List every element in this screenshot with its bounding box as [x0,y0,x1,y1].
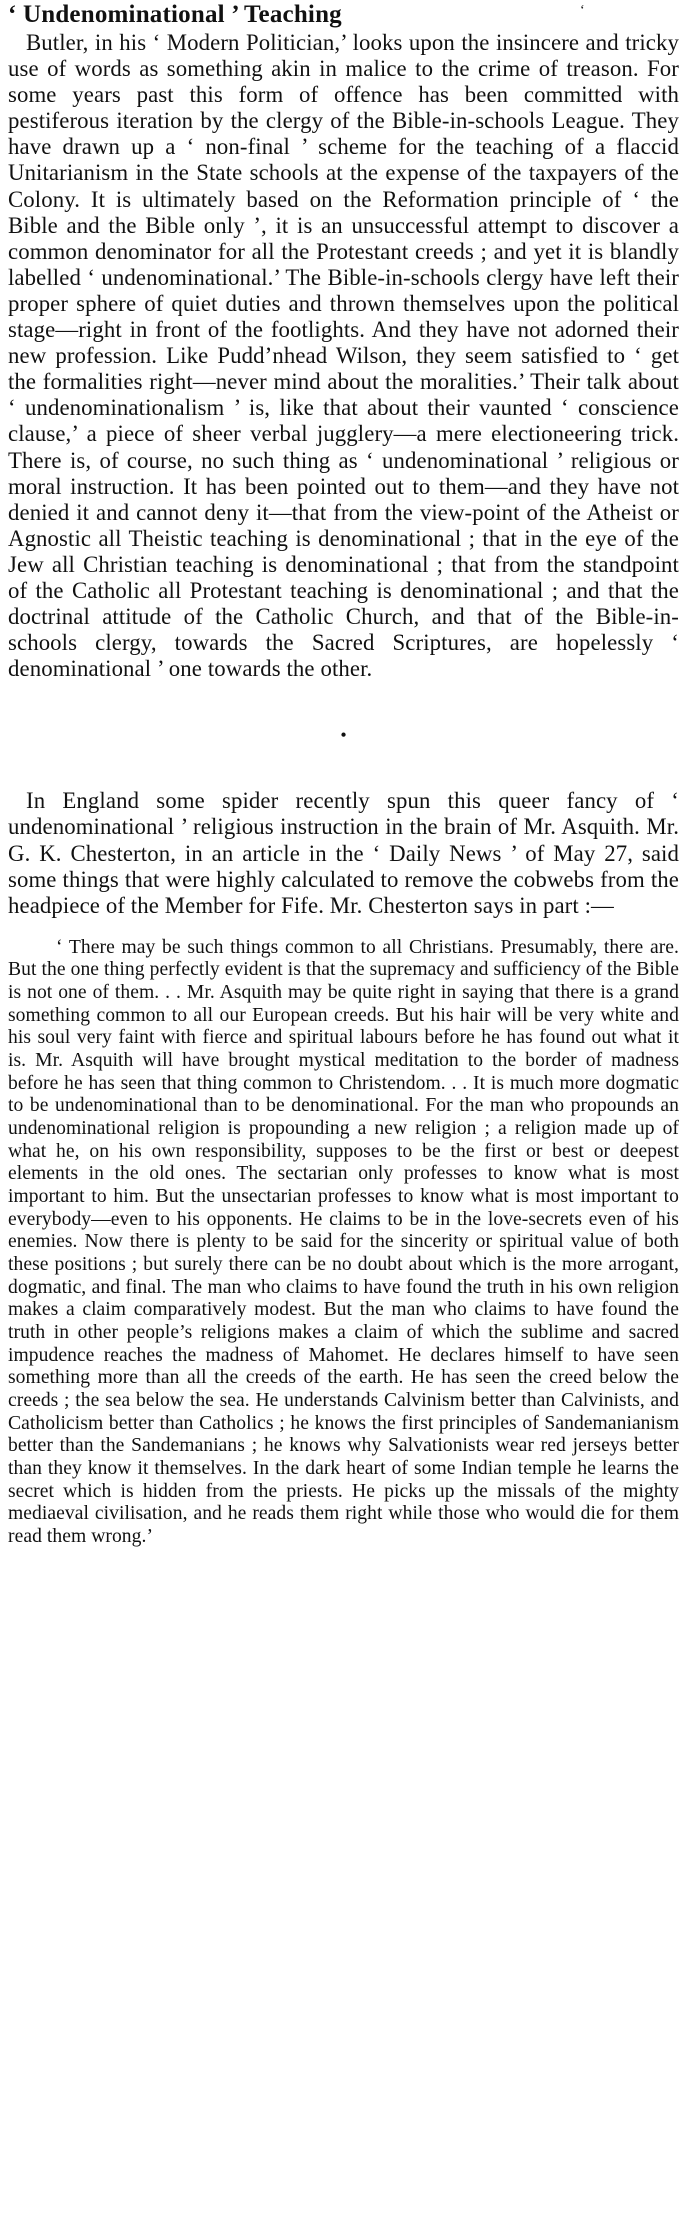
article-paragraph-2: In England some spider recently spun this queer fancy of ‘ undenominational ’ religious instruction in the brain of Mr. Asquith. Mr. G. K. Chesterton, in an article in the ‘ Daily News ’ of May 27, said some things that were highly calculated to remove the cobwebs from the headpiece of the Member for Fife. Mr. Chesterton says in part :— [8,788,679,918]
article-paragraph-1: Butler, in his ‘ Modern Politician,’ looks upon the insincere and tricky use of words as something akin in malice to the crime of treason. For some years past this form of offence has been committed with pestiferous iteration by the clergy of the Bible-in-schools League. They have drawn up a ‘ non-final ’ scheme for the teaching of a flaccid Unitarianism in the State schools at the expense of the taxpayers of the Colony. It is ultimately based on the Reformation principle of ‘ the Bible and the Bible only ’, it is an unsuccessful attempt to discover a common denominator for all the Protestant creeds ; and yet it is blandly labelled ‘ undenominational.’ The Bible-in-schools clergy have left their proper sphere of quiet duties and thrown themselves upon the political stage—right in front of the footlights. And they have not adorned their new profession. Like Pudd’nhead Wilson, they seem satisfied to ‘ get the formalities right—never mind about the moralities.’ Their talk about ‘ undenominationalism ’ is, like that about their vaunted ‘ conscience clause,’ a piece of sheer verbal jugglery—a mere electioneering trick. There is, of course, no such thing as ‘ undenominational ’ religious or moral instruction. It has been pointed out to them—and they have not denied it and cannot deny it—that from the view-point of the Atheist or Agnostic all Theistic teaching is denominational ; that in the eye of the Jew all Christian teaching is denominational ; that from the standpoint of the Catholic all Protestant teaching is denominational ; and that the doctrinal attitude of the Catholic Church, and that of the Bible-in-schools clergy, towards the Sacred Scriptures, are hopelessly ‘ denominational ’ one towards the other. [8,30,679,682]
chesterton-quotation: ‘ There may be such things common to all Christians. Presumably, there are. But the one thing perfectly evident is that the supremacy and sufficiency of the Bible is not one of them. . . Mr. Asquith may be quite right in saying that there is a grand something common to all our European creeds. But his hair will be very white and his soul very faint with fierce and spiritual labours before he has found out what it is. Mr. Asquith will have brought mystical meditation to the border of madness before he has seen that thing common to Christendom. . . It is much more dogmatic to be undenominational than to be denominational. For the man who propounds an undenominational religion is propounding a new religion ; a religion made up of what he, on his own responsibility, supposes to be the first or best or deepest elements in the old ones. The sectarian only professes to know what is most important to him. But the unsectarian professes to know what is most important to everybody—even to his opponents. He claims to be in the love-secrets even of his enemies. Now there is plenty to be said for the sincerity or spiritual value of both these positions ; but surely there can be no doubt about which is the more arrogant, dogmatic, and final. The man who claims to have found the truth in his own religion makes a claim comparatively modest. But the man who claims to have found the truth in other people’s religions makes a claim of which the sublime and sacred impudence reaches the madness of Mahomet. He declares himself to have seen something more than all the creeds of the earth. He has seen the creed below the creeds ; the sea below the sea. He understands Calvinism better than Calvinists, and Catholicism better than Catholics ; he knows the first principles of Sandemanianism better than the Sandemanians ; he knows why Salvationists wear red jerseys better than they know it themselves. In the dark heart of some Indian temple he learns the secret which is hidden from the priests. He picks up the missals of the mighty mediaeval civilisation, and he reads them right while those who would die for them read them wrong.’ [8,936,679,1547]
article-title: ‘ Undenominational ’ Teaching [8,1,342,28]
section-separator: • [340,725,347,746]
stray-print-mark: ‘ [580,3,585,18]
